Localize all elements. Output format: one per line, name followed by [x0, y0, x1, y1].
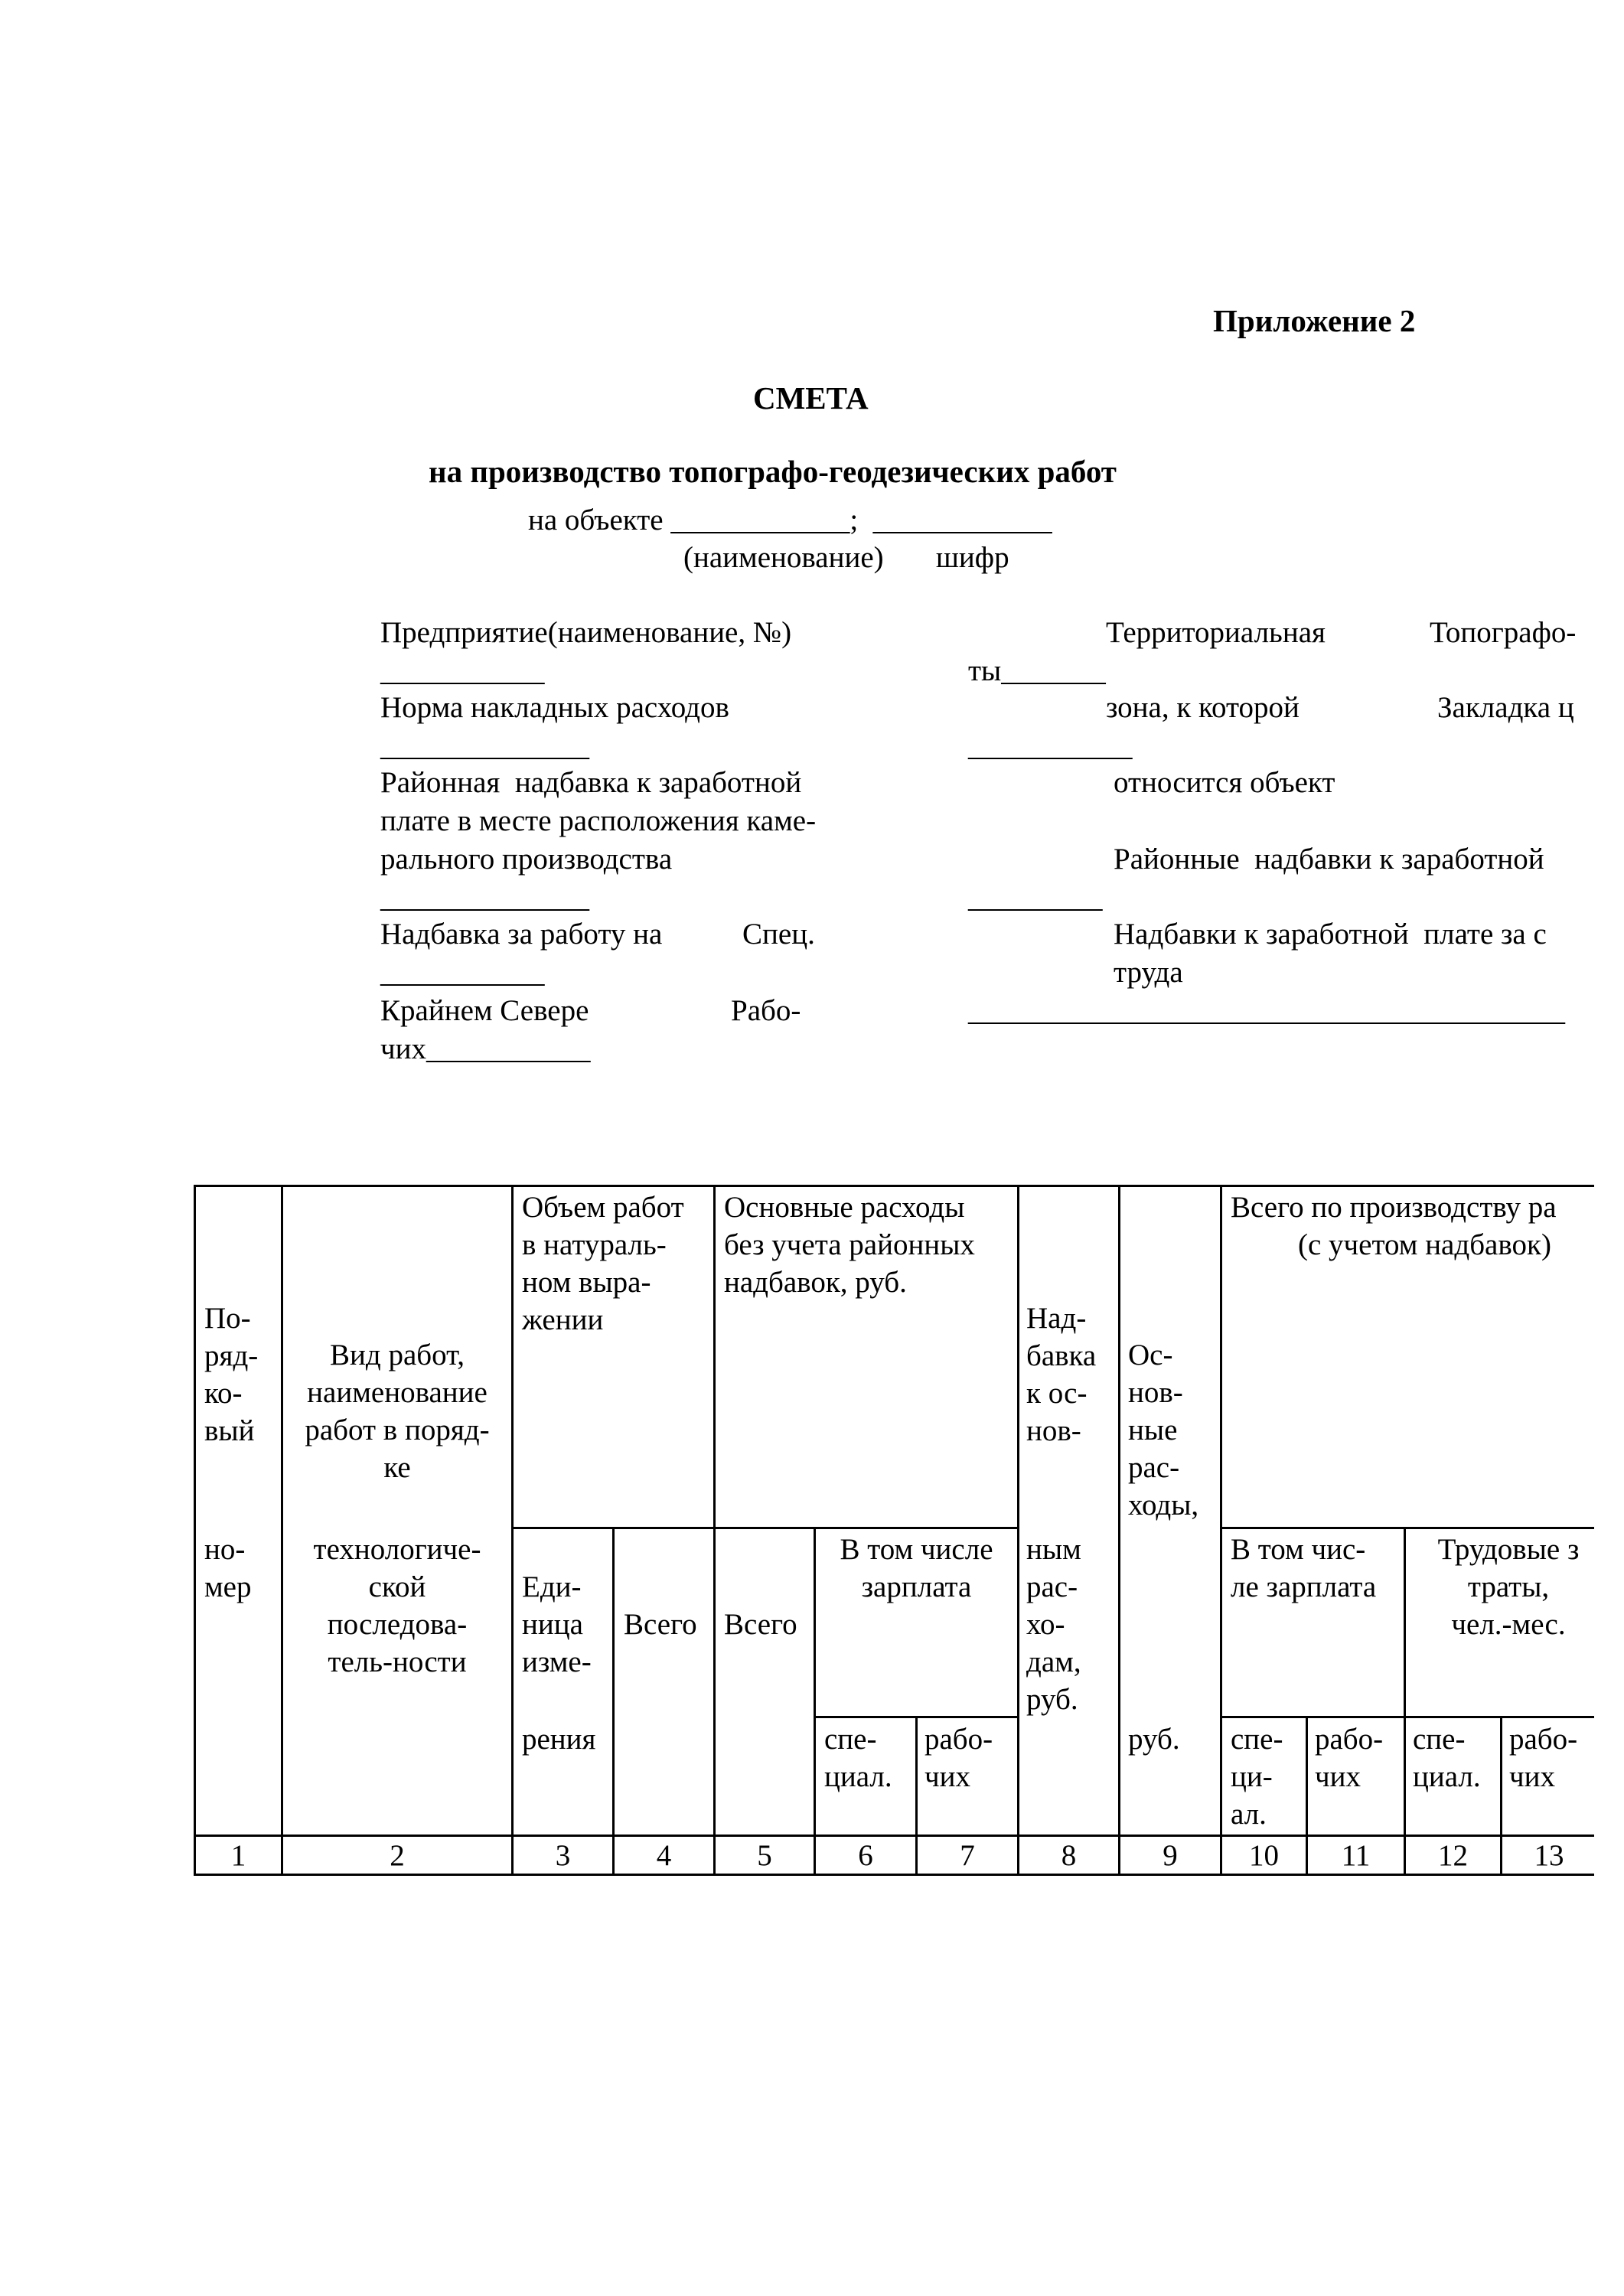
col3-unit-header: Еди- ница изме- — [522, 1570, 592, 1678]
table-col-line-1 — [281, 1185, 283, 1875]
document-subtitle: на производство топографо-геодезических работ — [429, 454, 1117, 489]
north-line-1: Надбавка за работу на — [380, 918, 663, 951]
relates-label: относится объект — [1114, 766, 1335, 799]
north-blank: ___________ — [380, 956, 545, 989]
table-line-top — [194, 1185, 1594, 1187]
table-col-line-4 — [713, 1185, 716, 1875]
table-col-line-7 — [1017, 1185, 1019, 1875]
col67-group-header: В том числе зарплата — [840, 1533, 993, 1603]
regional-blank: ______________ — [380, 881, 589, 914]
col2-header-top: Вид работ, наименование работ в поряд- ке — [305, 1339, 490, 1484]
appendix-label: Приложение 2 — [1213, 303, 1416, 338]
col-number-10: 10 — [1249, 1839, 1279, 1872]
col8-header-top: Над- бавка к ос- нов- — [1026, 1302, 1097, 1447]
col5-group-header: Основные расходы без учета районных надбавок, руб. — [724, 1191, 975, 1299]
north-line-3: чих___________ — [380, 1032, 591, 1065]
col-number-12: 12 — [1438, 1839, 1468, 1872]
col5-header: Всего — [724, 1608, 797, 1641]
col3-unit-header-2: рения — [522, 1723, 596, 1756]
table-col-line-8 — [1118, 1185, 1120, 1875]
allowances-blank: ________________________________________ — [968, 994, 1565, 1027]
table-col-line-0 — [194, 1185, 196, 1875]
table-line-subheader — [511, 1527, 1019, 1529]
col1213-group-header: Трудовые з траты, чел.-мес. — [1437, 1533, 1580, 1641]
enterprise-blank: ___________ — [380, 654, 545, 687]
table-col-line-2 — [511, 1185, 514, 1875]
territorial-label: Территориальная — [1106, 616, 1326, 649]
col-number-6: 6 — [858, 1839, 873, 1872]
object-line: на объекте ____________; ____________ — [528, 504, 1052, 536]
col10-header: спе- ци- ал. — [1231, 1723, 1283, 1831]
zone-blank: ___________ — [968, 729, 1133, 762]
col-number-4: 4 — [656, 1839, 672, 1872]
north-rab: Рабо- — [731, 994, 801, 1027]
labor-label: труда — [1114, 956, 1183, 989]
col10-group-header: Всего по производству ра — [1231, 1191, 1557, 1224]
table-col-line-3 — [612, 1527, 615, 1875]
col-number-7: 7 — [960, 1839, 975, 1872]
col-number-1: 1 — [230, 1839, 246, 1872]
col1011-group-header: В том чис- ле зарплата — [1231, 1533, 1377, 1603]
enterprise-label: Предприятие(наименование, №) — [380, 616, 792, 649]
col1-header-top: По- ряд- ко- вый — [204, 1302, 259, 1447]
col2-header-bottom: технологиче- ской последова- тель-ности — [313, 1533, 481, 1678]
col-number-13: 13 — [1534, 1839, 1564, 1872]
col8-header-bottom: ным рас- хо- дам, руб. — [1026, 1533, 1081, 1716]
north-spec: Спец. — [742, 918, 815, 951]
col4-header: Всего — [624, 1608, 697, 1641]
regional-line-1: Районная надбавка к заработной — [380, 766, 802, 799]
col-number-11: 11 — [1341, 1839, 1371, 1872]
regional-allowances-label: Районные надбавки к заработной — [1114, 843, 1544, 876]
col10-group-header-2: (с учетом надбавок) — [1298, 1228, 1551, 1261]
document-title: СМЕТА — [753, 380, 869, 416]
overhead-label: Норма накладных расходов — [380, 691, 729, 724]
table-col-line-9 — [1220, 1185, 1222, 1875]
allowances-label: Надбавки к заработной плате за с — [1114, 918, 1547, 951]
col-number-3: 3 — [555, 1839, 571, 1872]
north-line-2: Крайнем Севере — [380, 994, 589, 1027]
zone-label: зона, к которой — [1106, 691, 1300, 724]
topo-label: Топографо- — [1430, 616, 1577, 649]
col-number-5: 5 — [757, 1839, 772, 1872]
object-caption: (наименование) шифр — [683, 541, 1009, 574]
regional-line-3: рального производства — [380, 843, 673, 876]
ty-blank: ты_______ — [968, 654, 1106, 687]
table-line-subheader-right — [1220, 1527, 1594, 1529]
col-number-2: 2 — [390, 1839, 405, 1872]
bookmark-label: Закладка ц — [1437, 691, 1574, 724]
col3-group-header: Объем работ в натураль- ном выра- жении — [522, 1191, 684, 1336]
overhead-blank: ______________ — [380, 729, 589, 762]
col7-header: рабо- чих — [925, 1723, 993, 1793]
col9-header-top: Ос- нов- ные рас- ходы, — [1128, 1339, 1199, 1521]
col13-header: рабо- чих — [1509, 1723, 1578, 1793]
col9-header-bottom: руб. — [1128, 1723, 1180, 1756]
col11-header: рабо- чих — [1315, 1723, 1384, 1793]
col-number-9: 9 — [1163, 1839, 1178, 1872]
col1-header-bottom: но- мер — [204, 1533, 252, 1603]
col12-header: спе- циал. — [1413, 1723, 1481, 1793]
col6-header: спе- циал. — [824, 1723, 892, 1793]
table-line-salary-right — [1220, 1716, 1594, 1718]
col-number-8: 8 — [1061, 1839, 1077, 1872]
regional-allowances-blank: _________ — [968, 881, 1103, 914]
regional-line-2: плате в месте расположения каме- — [380, 804, 817, 837]
